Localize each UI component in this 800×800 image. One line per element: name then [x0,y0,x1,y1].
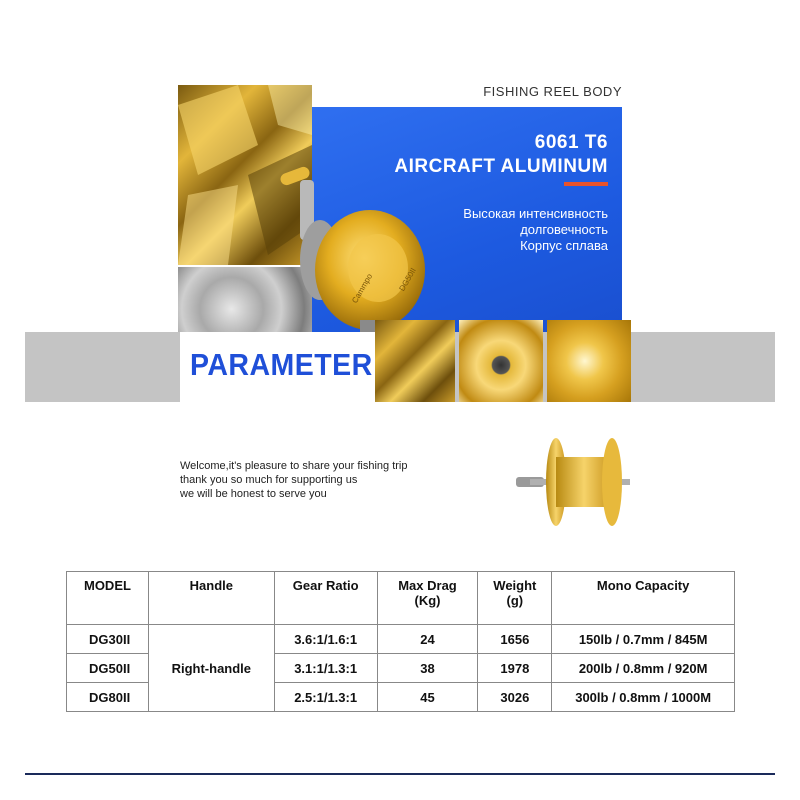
cell-weight: 1656 [478,625,552,654]
cell-gear-ratio: 3.1:1/1.3:1 [274,654,377,683]
cell-max-drag: 45 [377,683,478,712]
bearing-detail-photo [459,320,543,402]
spool-detail-photo [547,320,631,402]
header-model: MODEL [67,572,149,625]
cell-max-drag: 38 [377,654,478,683]
cell-weight: 3026 [478,683,552,712]
welcome-line-1: Welcome,it's pleasure to share your fishing trip [180,460,408,472]
cell-model: DG80II [67,683,149,712]
welcome-line-2: thank you so much for supporting us [180,474,358,486]
header-mono-capacity: Mono Capacity [552,572,735,625]
table-row [67,625,735,654]
bottom-divider [25,773,775,775]
russian-line-2: долговечность [520,222,608,237]
material-grade: 6061 T6 [534,132,608,153]
cell-model: DG30II [67,625,149,654]
header-handle: Handle [148,572,274,625]
welcome-line-3: we will be honest to serve you [180,488,327,500]
parameter-title: PARAMETER [190,347,373,382]
cell-model: DG50II [67,654,149,683]
fishing-reel-illustration [250,150,440,340]
parameter-table [66,571,735,712]
cell-weight: 1978 [478,654,552,683]
reel-brand-engraving: Cammpo [350,272,375,305]
cell-gear-ratio: 3.6:1/1.6:1 [274,625,377,654]
cell-handle: Right-handle [148,625,274,712]
section-label: FISHING REEL BODY [483,84,622,99]
reel-model-engraving: DG50II [397,266,418,293]
cell-mono-capacity: 300lb / 0.8mm / 1000M [552,683,735,712]
header-gear-ratio: Gear Ratio [274,572,377,625]
header-max-drag: Max Drag (Kg) [377,572,478,625]
cell-mono-capacity: 200lb / 0.8mm / 920M [552,654,735,683]
cell-mono-capacity: 150lb / 0.7mm / 845M [552,625,735,654]
table-header-row [67,572,735,625]
header-weight: Weight (g) [478,572,552,625]
cell-gear-ratio: 2.5:1/1.3:1 [274,683,377,712]
cell-max-drag: 24 [377,625,478,654]
spool-illustration [512,435,632,535]
russian-line-1: Высокая интенсивность [463,206,608,221]
material-name: AIRCRAFT ALUMINUM [394,156,608,177]
accent-underline [564,182,608,186]
knob-detail-photo [375,320,455,402]
russian-line-3: Корпус сплава [520,238,608,253]
